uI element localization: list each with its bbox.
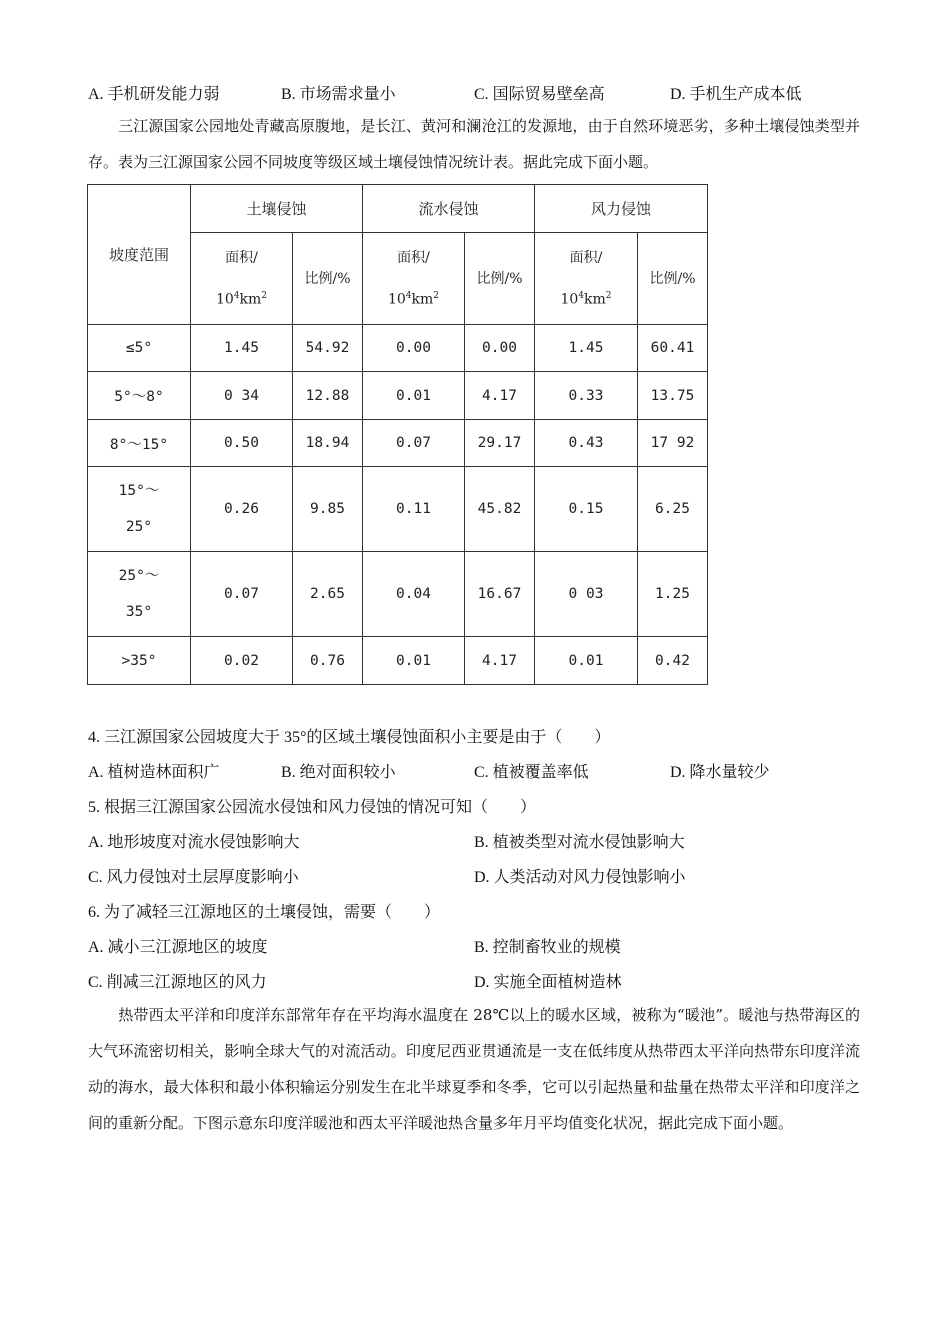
cell: 0.02 [191, 637, 293, 685]
intro-paragraph-sanjiangyuan [88, 108, 860, 180]
cell: 0.01 [535, 637, 638, 685]
ratio-header: 比例/% [465, 233, 535, 325]
cell: 13.75 [638, 372, 708, 420]
option-a[interactable]: A. 手机研发能力弱 [88, 86, 220, 103]
option-b[interactable]: B. 市场需求量小 [281, 86, 396, 103]
group-header-water: 流水侵蚀 [363, 185, 535, 233]
cell: 1.45 [535, 325, 638, 372]
cell: 18.94 [293, 420, 363, 467]
option-d[interactable]: D. 实施全面植树造林 [474, 974, 622, 991]
cell: 12.88 [293, 372, 363, 420]
cell: 4.17 [465, 637, 535, 685]
cell: 0.50 [191, 420, 293, 467]
ratio-header: 比例/% [293, 233, 363, 325]
cell: 16.67 [465, 552, 535, 637]
cell: 60.41 [638, 325, 708, 372]
slope-cell: 25°～ 35° [88, 552, 191, 637]
q5-options-row2 [88, 864, 868, 888]
cell: 45.82 [465, 467, 535, 552]
cell: 0.01 [363, 637, 465, 685]
cell: 0 03 [535, 552, 638, 637]
option-d[interactable]: D. 降水量较少 [670, 764, 770, 781]
option-d[interactable]: D. 人类活动对风力侵蚀影响小 [474, 869, 686, 886]
option-b[interactable]: B. 植被类型对流水侵蚀影响大 [474, 834, 685, 851]
cell: 9.85 [293, 467, 363, 552]
intro1-text: 三江源国家公园地处青藏高原腹地，是长江、黄河和澜沧江的发源地，由于自然环境恶劣，多种土壤侵蚀类型并存。表为三江源国家公园不同坡度等级区域土壤侵蚀情况统计表。据此完成下面小题。 [88, 117, 860, 171]
area-header: 面积/ $10^4km^2$ [535, 233, 638, 325]
slope-header: 坡度范围 [88, 185, 191, 325]
option-c[interactable]: C. 风力侵蚀对土层厚度影响小 [88, 869, 299, 886]
option-a[interactable]: A. 地形坡度对流水侵蚀影响大 [88, 834, 300, 851]
cell: 0.07 [191, 552, 293, 637]
cell: 0.00 [465, 325, 535, 372]
group-header-wind: 风力侵蚀 [535, 185, 708, 233]
question-6-stem: 6. 为了减轻三江源地区的土壤侵蚀，需要（ ） [88, 904, 441, 921]
q5-options-row1 [88, 829, 868, 853]
cell: 0.76 [293, 637, 363, 685]
slope-cell: 15°～ 25° [88, 467, 191, 552]
cell: 0.15 [535, 467, 638, 552]
option-d[interactable]: D. 手机生产成本低 [670, 86, 802, 103]
cell: 6.25 [638, 467, 708, 552]
cell: 0.01 [363, 372, 465, 420]
cell: 0.26 [191, 467, 293, 552]
table-row [88, 325, 708, 372]
cell: 0.42 [638, 637, 708, 685]
slope-cell: 5°～8° [88, 372, 191, 420]
cell: 17 92 [638, 420, 708, 467]
cell: 0.43 [535, 420, 638, 467]
option-c[interactable]: C. 国际贸易壁垒高 [474, 86, 605, 103]
erosion-table [87, 184, 708, 685]
ratio-header: 比例/% [638, 233, 708, 325]
option-b[interactable]: B. 控制畜牧业的规模 [474, 939, 621, 956]
question-5-stem: 5. 根据三江源国家公园流水侵蚀和风力侵蚀的情况可知（ ） [88, 799, 537, 816]
group-header-soil: 土壤侵蚀 [191, 185, 363, 233]
q3-options [88, 81, 868, 105]
option-a[interactable]: A. 植树造林面积广 [88, 764, 220, 781]
cell: 0.11 [363, 467, 465, 552]
table-row [88, 467, 708, 552]
table-row [88, 637, 708, 685]
cell: 0.04 [363, 552, 465, 637]
cell: 54.92 [293, 325, 363, 372]
intro2-text: 热带西太平洋和印度洋东部常年存在平均海水温度在 28℃以上的暖水区域，被称为“暖池”。暖池与热带海区的大气环流密切相关，影响全球大气的对流活动。印度尼西亚贯通流是一支在低纬度从热带西太平洋向热带东印度洋流动的海水，最大体积和最小体积输运分别发生在北半球夏季和冬季，它可以引起热量和盐量在热带太平洋和印度洋之间的重新分配。下图示意东印度洋暖池和西太平洋暖池热含量多年月平均值变化状况，据此完成下面小题。 [88, 1006, 860, 1132]
cell: 2.65 [293, 552, 363, 637]
slope-cell: 8°～15° [88, 420, 191, 467]
q4-options [88, 759, 868, 783]
slope-cell: >35° [88, 637, 191, 685]
cell: 4.17 [465, 372, 535, 420]
cell: 0.00 [363, 325, 465, 372]
option-c[interactable]: C. 削减三江源地区的风力 [88, 974, 267, 991]
cell: 0.07 [363, 420, 465, 467]
table-row [88, 420, 708, 467]
area-header: 面积/ $10^4km^2$ [363, 233, 465, 325]
question-4-stem: 4. 三江源国家公园坡度大于 35°的区域土壤侵蚀面积小主要是由于（ ） [88, 729, 611, 746]
intro-paragraph-warm-pool [88, 997, 860, 1141]
cell: 1.45 [191, 325, 293, 372]
area-header: 面积/ $10^4km^2$ [191, 233, 293, 325]
cell: 1.25 [638, 552, 708, 637]
q6-options-row2 [88, 969, 868, 993]
cell: 0.33 [535, 372, 638, 420]
table-row [88, 552, 708, 637]
cell: 0 34 [191, 372, 293, 420]
q6-options-row1 [88, 934, 868, 958]
table-row [88, 372, 708, 420]
option-c[interactable]: C. 植被覆盖率低 [474, 764, 589, 781]
cell: 29.17 [465, 420, 535, 467]
option-a[interactable]: A. 减小三江源地区的坡度 [88, 939, 268, 956]
option-b[interactable]: B. 绝对面积较小 [281, 764, 396, 781]
slope-cell: ≤5° [88, 325, 191, 372]
